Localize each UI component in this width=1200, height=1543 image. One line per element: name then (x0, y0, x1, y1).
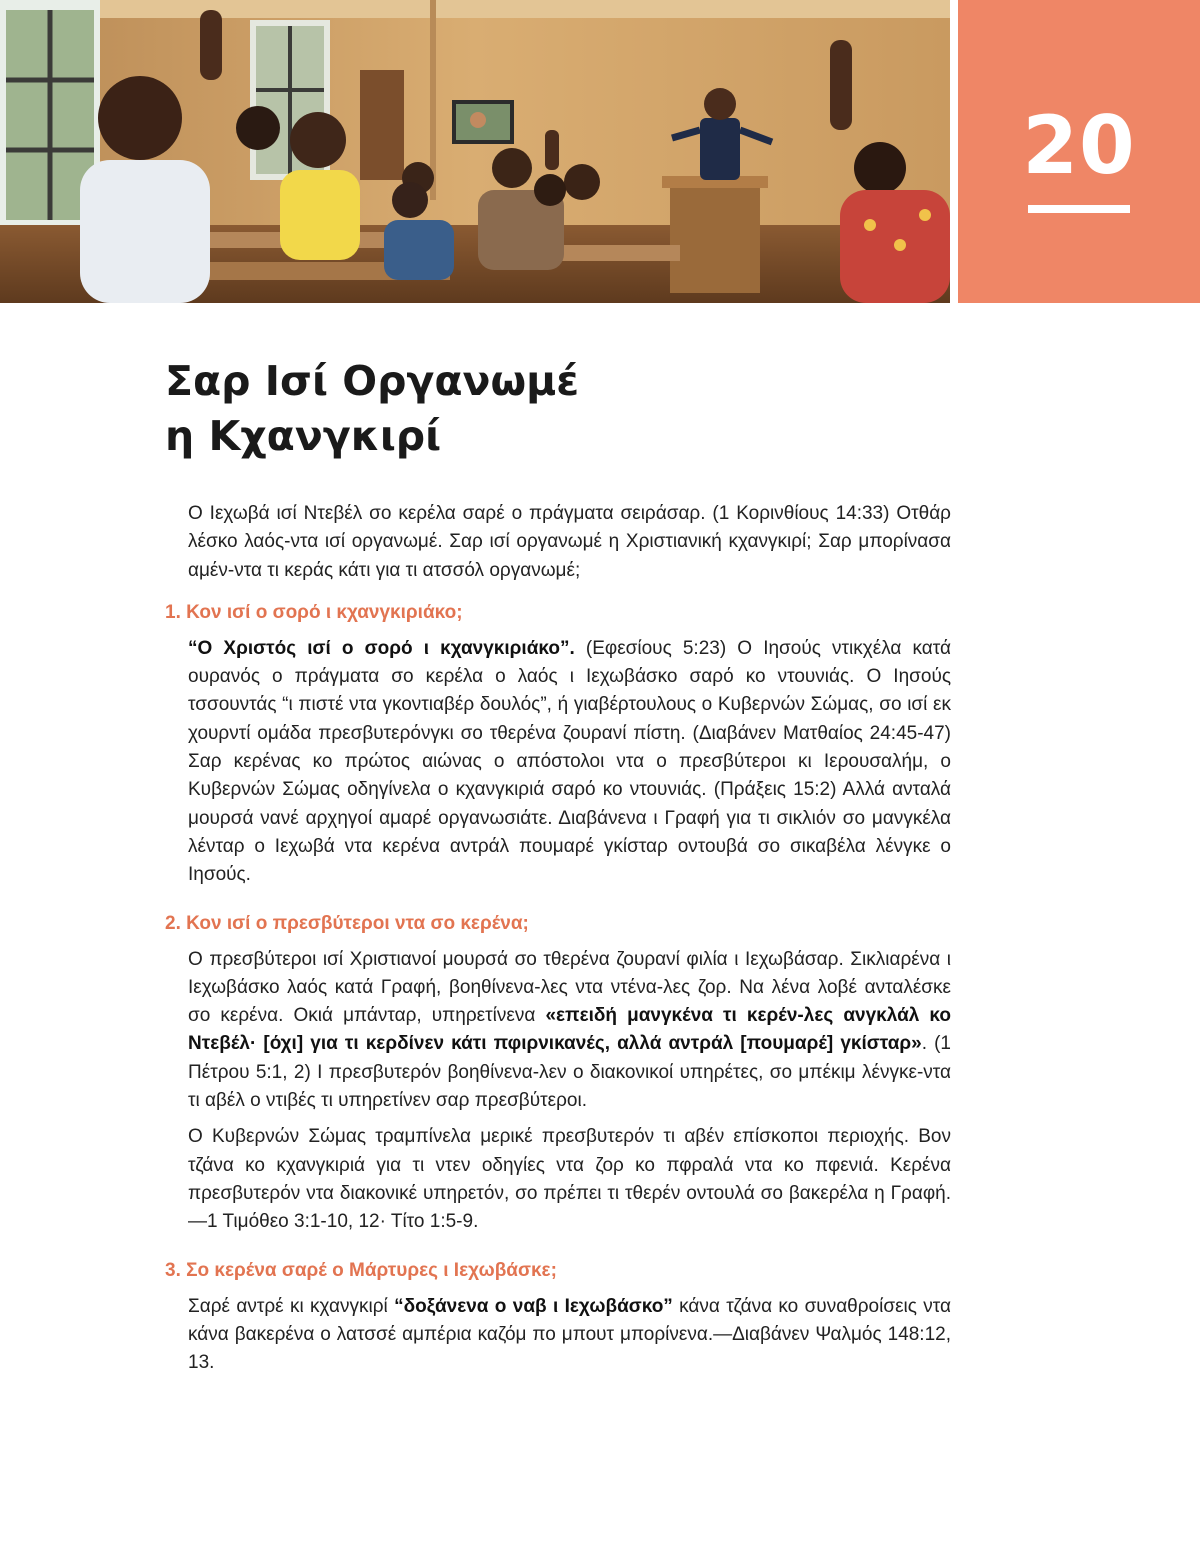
answer-2-paragraph (188, 946, 951, 1116)
answer-1-bold: “Ο Χριστός ισί ο σορό ι κχανγκιριάκο”. (188, 637, 575, 659)
answer-3-bold: “δοξάνενα ο ναβ ι Ιεχωβάσκο” (394, 1295, 673, 1317)
lesson-number-badge (958, 0, 1200, 303)
answer-2-text-a: Ο πρεσβύτεροι ισί Χριστιανοί μουρσά σο τθερένα ζουρανί φιλία ι Ιεχωβάσαρ. Σικλιαρένα ι Ιεχωβάσκο λαός κατά Γραφή, βοηθίνενα-λες ντα ντένα-λες ζορ. Να λένα λοβέ ανταλέσκε σο κερένα. Οκιά μπάνταρ, υπηρετίνενα (188, 948, 951, 1027)
answer-1-paragraph (188, 635, 951, 890)
intro-paragraph: Ο Ιεχωβά ισί Ντεβέλ σο κερέλα σαρέ ο πράγματα σειράσαρ. (1 Κορινθίους 14:33) Οτθάρ λέσκο λαός-ντα ισί οργανωμέ. Σαρ ισί οργανωμέ η Χριστιανική κχανγκιρί; Σαρ μπορίνασα αμέν-ντα τι κεράς κάτι για τι ατσσόλ οργανωμέ; (188, 503, 951, 581)
header-photo (0, 0, 950, 303)
congregation-meeting-photo (0, 0, 950, 303)
title-line-1: Σαρ Ισί Οργανωμέ (165, 357, 580, 405)
question-1: 1. Κον ισί ο σορό ι κχανγκιριάκο; (165, 601, 463, 623)
badge-underline (1028, 205, 1130, 213)
question-2: 2. Κον ισί ο πρεσβύτεροι ντα σο κερένα; (165, 912, 529, 934)
page-title (165, 354, 925, 464)
answer-1-text: (Εφεσίους 5:23) Ο Ιησούς ντικχέλα κατά ουρανός ο πράγματα σο κερέλα ο λαός ι Ιεχωβάσκο σαρό κο ντουνιάς. Ο Ιησούς τσσουντάς “ι πιστέ ντα γκοντιαβέρ δουλός”, ή γιαβέρτουλους ο Κυβερνών Σώμας, σο ισί εκ χουρντί ομάδα πρεσβυτερόνγκι σο τθερένα ζουρανί πίστη. (Διαβάνεν Ματθαίος 24:45-47) Σαρ κερένας κο πρώτος αιώνας ο απόστολοι ντα ο πρεσβύτεροι κι Ιερουσαλήμ, ο Κυβερνών Σώμας οδηγίνελα ο κχανγκιριά σαρό κο ντουνιάς. (Πράξεις 15:2) Αλλά ανταλά μουρσά νανέ αρχηγοί αμαρέ οργανωσιάτε. Διαβάνενα ι Γραφή για τι σικλιόν σο μανγκέλα λένταρ ο Ιεχωβά ντα κερένα αντράλ πουμαρέ γκίσταρ οντουβά σο σικαβέλα λένγκε ο Ιησούς. (188, 637, 952, 886)
answer-2-text-b: . (1 Πέτρου 5:1, 2) Ι πρεσβυτερόν βοηθίνενα-λεν ο διακονικοί υπηρέτες, σο μπέκιμ λένγκε-ντα τι αβέλ ο ντιβές τι υπηρετίνεν σαρ πρεσβύτεροι. (188, 1033, 951, 1112)
answer-3-paragraph (188, 1293, 951, 1378)
answer-2-bold: «επειδή μανγκένα τι κερέν-λες ανγκλάλ κο Ντεβέλ· [όχι] για τι κερδίνεν κάτι πφιρνικανές, αλλά αντράλ [πουμαρέ] γκίσταρ» (188, 1005, 951, 1055)
question-3: 3. Σο κερένα σαρέ ο Μάρτυρες ι Ιεχωβάσκε; (165, 1259, 557, 1281)
answer-3-text-b: κάνα τζάνα κο συναθροίσεις ντα κάνα βακερένα ο λατσσέ αμπέρια καζόμ πο μπουτ μπορίνενα.—Διαβάνεν Ψαλμός 148:12, 13. (188, 1295, 951, 1374)
lesson-number: 20 (1022, 99, 1136, 192)
answer-2b-paragraph: Ο Κυβερνών Σώμας τραμπίνελα μερικέ πρεσβυτερόν τι αβέν επίσκοποι περιοχής. Βον τζάνα κο κχανγκιριά για τι ντεν οδηγίες ντα ζορ κο πφραλά ντα κο πφενιά. Κερένα πρεσβυτερόν ντα διακονικέ υπηρετόν, σο πρέπει τι τθερέν οντουλά σο βακερέλα η Γραφή.—1 Τιμόθεο 3:1-10, 12· Τίτο 1:5-9. (188, 1126, 951, 1233)
lesson-content (165, 500, 951, 1377)
answer-3-text-a: Σαρέ αντρέ κι κχανγκιρί (188, 1295, 395, 1317)
title-line-2: η Κχανγκιρί (165, 412, 442, 460)
